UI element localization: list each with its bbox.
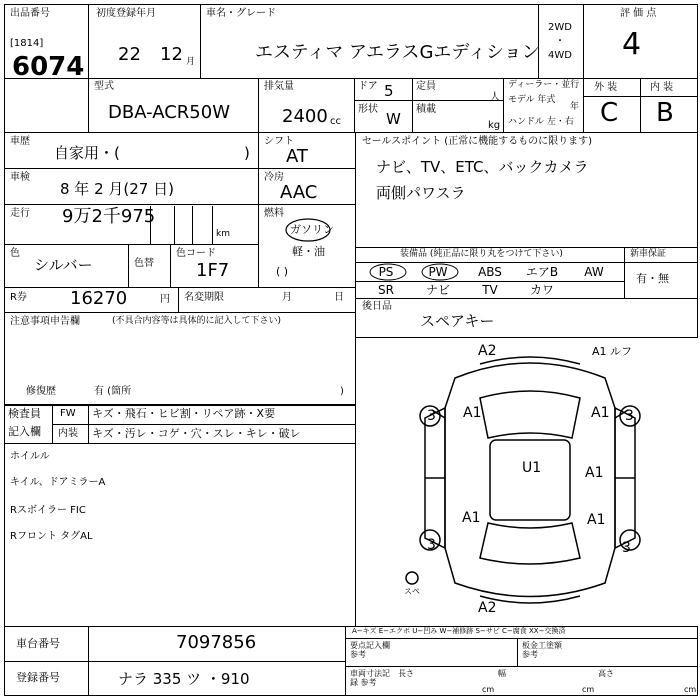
car-damage-diagram xyxy=(400,348,660,613)
shift-label: シフト xyxy=(264,136,294,147)
divider xyxy=(178,287,179,313)
exterior-label: 外 装 xyxy=(594,82,618,93)
drive-2wd: 2WD xyxy=(548,22,572,33)
divider xyxy=(345,666,698,667)
chassis-label: 車台番号 xyxy=(16,637,60,650)
month-unit: 月 xyxy=(282,292,292,303)
capacity-label: 定員 xyxy=(416,81,436,92)
divider xyxy=(412,78,413,133)
name-grade-label: 車名・グレード xyxy=(206,8,276,19)
shape-label: 形状 xyxy=(358,104,378,115)
damage-tag-lf-wheel: 3 xyxy=(427,408,436,424)
fw-label: FW xyxy=(60,408,76,419)
model-year-label: モデル 年式 xyxy=(508,95,556,105)
notes-label: 注意事項申告欄 xyxy=(10,316,80,327)
name-change-label: 名変期限 xyxy=(184,292,224,303)
history-close: ) xyxy=(244,144,250,162)
repair-value: 有 (箇所 xyxy=(94,386,132,397)
divider xyxy=(200,4,201,79)
first-reg-month: 12 xyxy=(160,44,183,65)
interior-label: 内 装 xyxy=(650,82,674,93)
damage-tag-r-rear: A1 xyxy=(587,512,606,528)
yen-unit: 円 xyxy=(160,294,170,305)
capacity-unit: 人 xyxy=(490,92,500,103)
drive-dot: ・ xyxy=(555,36,565,47)
exterior-grade: C xyxy=(600,98,619,128)
damage-tag-rr-wheel: 3 xyxy=(622,540,631,556)
fuel-paren: ( ) xyxy=(276,265,289,278)
chassis-value: 7097856 xyxy=(176,632,257,653)
day-unit: 日 xyxy=(334,292,344,303)
mileage-label: 走行 xyxy=(10,208,30,219)
first-reg-label: 初度登録年月 xyxy=(96,8,156,19)
size-label: 車両寸法記録 参考 xyxy=(350,669,390,687)
equip-circle-pw xyxy=(420,262,460,282)
cm-unit: cm xyxy=(582,685,595,694)
new-car-label: 新車保証 xyxy=(630,249,667,259)
color-code-value: 1F7 xyxy=(196,260,230,281)
height-label: 高さ xyxy=(598,669,614,678)
damage-tag-roof: U1 xyxy=(522,460,542,476)
handle-label: ハンドル 左・右 xyxy=(508,117,574,127)
equip-navi: ナビ xyxy=(425,283,450,297)
digit-divider xyxy=(150,206,151,244)
damage-tag-lf-fender: A1 xyxy=(463,405,482,421)
doors-value: 5 xyxy=(384,82,394,100)
reg-value: ナラ 335 ツ ・910 xyxy=(118,670,250,688)
doors-label: ドア xyxy=(358,81,378,92)
damage-tag-lr-wheel: 3 xyxy=(427,537,436,553)
legend: A−キズ E−エクボ U−凹み W−補修跡 S−サビ C−腐食 XX−交換済 xyxy=(352,627,566,635)
site-code: [1814] xyxy=(10,38,44,49)
remark-label: 要点記入欄 参考 xyxy=(350,641,390,659)
color-value: シルバー xyxy=(34,256,93,274)
dealer-label: ディーラー・並行 xyxy=(508,80,580,90)
fw-items: キズ・飛石・ヒビ割・リペア跡・X要 xyxy=(92,407,276,420)
lot-number: 6074 xyxy=(12,52,85,82)
damage-tag-l-rear: A1 xyxy=(462,510,481,526)
damage-tag-r-door: A1 xyxy=(585,465,604,481)
divider xyxy=(640,78,641,133)
fuel-label: 燃料 xyxy=(264,208,284,219)
divider xyxy=(503,78,504,133)
displacement-label: 排気量 xyxy=(264,81,294,92)
inspector-note: Rスボイラー FIC xyxy=(10,505,86,516)
shop-label: 板金工塗額 参考 xyxy=(522,641,562,659)
divider xyxy=(624,247,625,299)
damage-tag-front-bumper: A2 xyxy=(478,343,497,359)
displacement-value: 2400 xyxy=(282,106,328,127)
color-code-label: 色コード xyxy=(176,248,216,259)
lot-label: 出品番号 xyxy=(10,8,50,19)
divider xyxy=(128,244,129,287)
divider xyxy=(4,661,345,662)
inspector-note: Rフロント タグAL xyxy=(10,531,93,542)
divider xyxy=(52,424,356,425)
repair-close: ) xyxy=(340,386,344,397)
inspector-label-1: 検査員 xyxy=(8,407,41,420)
grade-label: 評 価 点 xyxy=(620,8,657,19)
divider xyxy=(354,78,355,133)
digit-divider xyxy=(192,206,193,244)
equip-airbag: エアB xyxy=(525,265,559,279)
recycle-label: R券 xyxy=(10,292,27,303)
km-unit: km xyxy=(216,229,230,239)
repair-label: 修復歴 xyxy=(26,386,56,397)
divider xyxy=(517,638,518,666)
divider xyxy=(258,132,259,288)
digit-divider xyxy=(212,206,213,244)
interior-grade: B xyxy=(656,98,674,128)
month-suffix: 月 xyxy=(186,57,196,67)
sales-label: セールスポイント (正常に機能するものに限ります) xyxy=(362,136,593,147)
divider xyxy=(345,638,698,639)
fuel-circle-mark xyxy=(283,216,333,244)
divider xyxy=(4,287,356,288)
model-code: DBA-ACR50W xyxy=(108,102,231,123)
grade-value: 4 xyxy=(622,27,642,62)
inspector-note: キイル、ドアミラーA xyxy=(10,477,106,488)
width-label: 幅 xyxy=(498,669,506,678)
divider xyxy=(583,96,698,97)
load-label: 積載 xyxy=(416,104,436,115)
color-label: 色 xyxy=(10,248,20,259)
divider xyxy=(345,626,346,696)
notes-hint: (不具合内容等は具体的に記入して下さい) xyxy=(112,316,282,326)
interior-items: キズ・汚レ・コゲ・穴・スレ・キレ・破レ xyxy=(92,427,301,440)
divider xyxy=(4,168,356,169)
divider xyxy=(4,244,259,245)
attachments-value: スペアキー xyxy=(420,312,495,330)
shape-value: W xyxy=(386,110,401,128)
mileage-value: 9万2千975 xyxy=(62,206,156,227)
damage-tag-rear-bumper: A2 xyxy=(478,600,497,616)
equipment-label: 装備品 (純正品に限り丸をつけて下さい) xyxy=(400,249,563,259)
damage-tag-rf-fender: A1 xyxy=(591,405,610,421)
equip-leather: カワ xyxy=(529,283,554,297)
inspection-label: 車検 xyxy=(10,172,30,183)
length-label: 長さ xyxy=(398,669,414,678)
warranty-value: 有・無 xyxy=(636,272,669,285)
aircon-value: AAC xyxy=(280,182,318,203)
divider xyxy=(4,204,356,205)
drive-4wd: 4WD xyxy=(548,50,572,61)
cm-unit: cm xyxy=(684,685,697,694)
shift-value: AT xyxy=(286,146,308,167)
history-value: 自家用・( xyxy=(54,144,120,162)
inspector-label-2: 記入欄 xyxy=(8,425,41,438)
damage-tag-spare: スペ xyxy=(404,587,420,596)
damage-tag-hood: A1 ルフ xyxy=(592,345,633,358)
equip-circle-ps xyxy=(368,262,408,282)
history-label: 車歴 xyxy=(10,136,30,147)
equip-ps: PS xyxy=(378,265,394,279)
load-unit: kg xyxy=(488,120,501,131)
reg-label: 登録番号 xyxy=(16,671,60,684)
fuel-gasoline: ガソリン xyxy=(290,223,334,236)
equip-sr: SR xyxy=(378,283,394,297)
damage-tag-rf-wheel: 3 xyxy=(625,408,634,424)
divider xyxy=(258,78,259,133)
color-change-label: 色替 xyxy=(134,258,154,269)
cm-unit: cm xyxy=(482,685,495,694)
car-name: エスティマ アエラスGエディション xyxy=(255,42,540,63)
year-suffix: 年 xyxy=(570,102,580,112)
aircon-label: 冷房 xyxy=(264,172,284,183)
equip-abs: ABS xyxy=(478,265,502,279)
sales-line-2: 両側パワスラ xyxy=(376,184,466,202)
first-reg-year: 22 xyxy=(118,44,141,65)
inspection-value: 8 年 2 月(27 日) xyxy=(60,180,174,198)
model-label: 型式 xyxy=(94,81,114,92)
attachments-label: 後日品 xyxy=(362,301,392,312)
divider xyxy=(354,100,504,101)
divider xyxy=(170,244,171,287)
equip-pw: PW xyxy=(428,265,448,279)
recycle-value: 16270 xyxy=(70,288,128,309)
attachments-frame xyxy=(355,298,698,338)
interior-inspect-label: 内装 xyxy=(58,428,78,439)
equip-aw: AW xyxy=(584,265,604,279)
inspector-note: ホイルル xyxy=(10,451,50,462)
fuel-light-oil: 軽・油 xyxy=(292,245,325,258)
cc-unit: cc xyxy=(330,116,341,127)
digit-divider xyxy=(174,206,175,244)
sales-line-1: ナビ、TV、ETC、バックカメラ xyxy=(376,158,589,176)
equip-tv: TV xyxy=(482,283,498,297)
